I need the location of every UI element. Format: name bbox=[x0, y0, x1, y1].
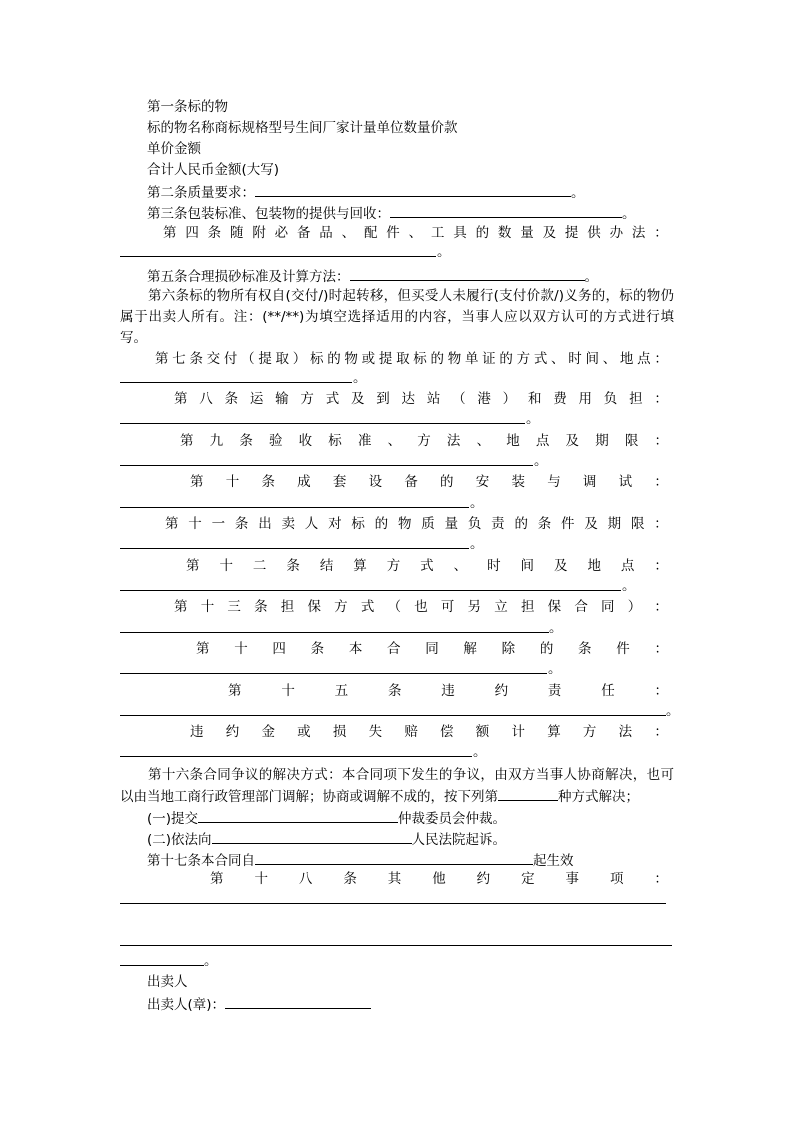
art2-end: 。 bbox=[571, 185, 585, 201]
spread-char: 限 bbox=[630, 516, 645, 532]
art8-end: 。 bbox=[526, 411, 540, 427]
spread-char: 他 bbox=[432, 871, 446, 887]
spread-char: 第 bbox=[163, 225, 177, 241]
spread-char: 法 bbox=[618, 724, 633, 740]
spread-char: 付 bbox=[223, 351, 238, 367]
art16-option2-blank[interactable] bbox=[212, 829, 412, 844]
spread-char: 点 bbox=[535, 433, 550, 449]
spread-char: 、 bbox=[551, 351, 565, 367]
spread-char: 保 bbox=[307, 599, 321, 615]
spread-char: 验 bbox=[268, 433, 283, 449]
art18-label bbox=[210, 870, 668, 888]
spread-char: 五 bbox=[334, 683, 349, 699]
spread-char: 备 bbox=[404, 474, 418, 490]
art13-label bbox=[174, 598, 668, 616]
spread-char: 担 bbox=[280, 599, 295, 615]
spread-char: 二 bbox=[252, 558, 267, 574]
art18-blank-3[interactable] bbox=[120, 965, 204, 966]
art7-label bbox=[155, 350, 668, 368]
spread-char: （ bbox=[387, 599, 401, 615]
spread-char: 调 bbox=[582, 474, 597, 490]
spread-char: 提 bbox=[258, 351, 272, 367]
spread-char: 运 bbox=[249, 391, 264, 407]
spread-char: 十 bbox=[225, 474, 240, 490]
art2-blank[interactable] bbox=[255, 182, 571, 197]
art14-blank[interactable] bbox=[120, 673, 547, 674]
spread-char: ） bbox=[502, 391, 517, 407]
spread-char: 条 bbox=[224, 391, 239, 407]
spread-char: 间 bbox=[520, 558, 535, 574]
spread-char: 到 bbox=[376, 391, 390, 407]
spread-char: 品 bbox=[319, 225, 333, 241]
spread-char: 及 bbox=[584, 516, 598, 532]
spread-char: 标 bbox=[351, 516, 365, 532]
art10-label bbox=[190, 473, 668, 491]
spread-char: 的 bbox=[430, 351, 444, 367]
penalty-label bbox=[190, 723, 668, 741]
spread-char: 设 bbox=[368, 474, 383, 490]
spread-char: 定 bbox=[521, 871, 535, 887]
seller-seal-line bbox=[147, 994, 371, 1014]
spread-char: 可 bbox=[440, 599, 455, 615]
spread-char: 算 bbox=[547, 724, 561, 740]
spread-char: 具 bbox=[453, 225, 467, 241]
spread-char: ： bbox=[654, 599, 668, 615]
spread-char: ： bbox=[654, 641, 668, 657]
spread-char: 证 bbox=[482, 351, 496, 367]
spread-char: 方 bbox=[417, 433, 431, 449]
spread-char: 的 bbox=[514, 516, 528, 532]
spread-char: 负 bbox=[467, 516, 482, 532]
spread-char: 、 bbox=[408, 225, 423, 241]
spread-char: 合 bbox=[387, 641, 401, 657]
art8-blank[interactable] bbox=[120, 423, 525, 424]
spread-char: 十 bbox=[188, 516, 202, 532]
spread-char: 违 bbox=[441, 683, 455, 699]
spread-char: 本 bbox=[348, 641, 363, 657]
spread-char: 交 bbox=[206, 351, 221, 367]
spread-char: 另 bbox=[467, 599, 482, 615]
spread-char: 四 bbox=[185, 225, 199, 241]
spread-char: 出 bbox=[258, 516, 272, 532]
spread-char: 期 bbox=[595, 433, 609, 449]
art12-label bbox=[186, 557, 668, 575]
spread-char: ： bbox=[654, 724, 668, 740]
spread-char: ） bbox=[627, 599, 642, 615]
spread-char: 任 bbox=[601, 683, 615, 699]
spread-char: （ bbox=[452, 391, 466, 407]
spread-char: 成 bbox=[297, 474, 311, 490]
art4-label bbox=[163, 224, 668, 242]
spread-char: 量 bbox=[444, 516, 459, 532]
spread-char: 地 bbox=[506, 433, 520, 449]
spread-char: 保 bbox=[547, 599, 562, 615]
spread-char: 第 bbox=[210, 871, 224, 887]
spread-char: 三 bbox=[227, 599, 241, 615]
art11-end: 。 bbox=[470, 536, 484, 552]
spread-char: ： bbox=[654, 516, 668, 532]
spread-char: 约 bbox=[476, 871, 491, 887]
art18-end: 。 bbox=[204, 953, 218, 969]
art10-end: 。 bbox=[470, 495, 484, 511]
art14-label bbox=[196, 640, 668, 658]
spread-char: 方 bbox=[582, 724, 597, 740]
spread-char: ： bbox=[654, 351, 668, 367]
spread-char: 的 bbox=[475, 225, 490, 241]
spread-char: 用 bbox=[578, 391, 592, 407]
spread-char: 的 bbox=[539, 641, 554, 657]
art12-blank[interactable] bbox=[120, 590, 621, 591]
spread-char: 第 bbox=[155, 351, 169, 367]
penalty-blank[interactable] bbox=[120, 756, 472, 757]
spread-char: 随 bbox=[229, 225, 244, 241]
spread-char: 及 bbox=[542, 225, 557, 241]
spread-char: 九 bbox=[209, 433, 224, 449]
spread-char: 责 bbox=[491, 516, 505, 532]
spread-char: ： bbox=[654, 683, 668, 699]
spread-char: 失 bbox=[368, 724, 383, 740]
art6-paragraph: 第六条标的物所有权自(交付/)时起转移，但买受人未履行(支付价款/)义务的，标的物仍属于出卖人所有。注：(**/**)为填空选择适用的内容，当事人应以双方认可的方式进行填写。 bbox=[120, 288, 674, 346]
spread-char: 物 bbox=[344, 351, 358, 367]
art14-end: 。 bbox=[548, 661, 562, 677]
spread-char: 方 bbox=[516, 351, 531, 367]
spread-char: 偿 bbox=[440, 724, 454, 740]
art3-label: 第三条包装标准、包装物的提供与回收： bbox=[147, 206, 390, 222]
art1-total: 合计人民币金额(大写) bbox=[147, 162, 280, 178]
spread-char: 质 bbox=[421, 516, 435, 532]
spread-char: 同 bbox=[601, 599, 615, 615]
spread-char: 金 bbox=[261, 724, 275, 740]
spread-char: 式 bbox=[360, 599, 375, 615]
spread-char: 结 bbox=[319, 558, 334, 574]
spread-char: 配 bbox=[363, 225, 378, 241]
art9-end: 。 bbox=[534, 453, 548, 469]
spread-char: 期 bbox=[607, 516, 622, 532]
art3-blank[interactable] bbox=[390, 203, 622, 218]
spread-char: 第 bbox=[174, 391, 188, 407]
spread-char: 港 bbox=[477, 391, 491, 407]
art16-option1-post: 仲裁委员会仲裁。 bbox=[398, 811, 507, 827]
spread-char: 事 bbox=[565, 871, 579, 887]
spread-char: 物 bbox=[447, 351, 462, 367]
spread-char: 约 bbox=[494, 683, 509, 699]
art4-blank[interactable] bbox=[120, 256, 436, 257]
spread-char: 十 bbox=[254, 871, 268, 887]
spread-char: 七 bbox=[172, 351, 186, 367]
art16-option1-pre: (一)提交 bbox=[147, 811, 199, 827]
spread-char: 或 bbox=[361, 351, 376, 367]
spread-char: 供 bbox=[587, 225, 601, 241]
spread-char: 担 bbox=[520, 599, 535, 615]
spread-char: 提 bbox=[378, 351, 393, 367]
spread-char: （ bbox=[241, 351, 255, 367]
spread-char: 第 bbox=[196, 641, 210, 657]
spread-char: 十 bbox=[200, 599, 215, 615]
art16-option2-post: 人民法院起诉。 bbox=[411, 832, 507, 848]
spread-char: ： bbox=[654, 433, 668, 449]
spread-char: 担 bbox=[629, 391, 643, 407]
art7-end: 。 bbox=[353, 370, 367, 386]
spread-char: 条 bbox=[189, 351, 203, 367]
spread-char: 时 bbox=[568, 351, 582, 367]
spread-char: 项 bbox=[609, 871, 624, 887]
art2-line bbox=[147, 182, 585, 202]
spread-char: 量 bbox=[520, 225, 534, 241]
spread-char: 条 bbox=[234, 516, 249, 532]
art5-blank[interactable] bbox=[350, 266, 585, 281]
spread-char: 时 bbox=[487, 558, 501, 574]
spread-char: 、 bbox=[341, 225, 356, 241]
spread-char: 约 bbox=[225, 724, 240, 740]
spread-char: 套 bbox=[332, 474, 347, 490]
art9-label bbox=[180, 432, 668, 450]
art13-end: 。 bbox=[549, 620, 563, 636]
art17-pre: 第十七条本合同自 bbox=[147, 853, 255, 869]
spread-char: 法 bbox=[631, 225, 646, 241]
art16-text-after: 种方式解决； bbox=[558, 789, 639, 805]
spread-char: 条 bbox=[207, 225, 222, 241]
spread-char: 条 bbox=[343, 871, 357, 887]
spread-char: 四 bbox=[272, 641, 286, 657]
spread-char: 试 bbox=[618, 474, 633, 490]
art18-blank-1[interactable] bbox=[120, 903, 666, 904]
spread-char: 办 bbox=[609, 225, 624, 241]
spread-char: ） bbox=[292, 351, 307, 367]
spread-char: 式 bbox=[533, 351, 548, 367]
spread-char: 物 bbox=[397, 516, 412, 532]
spread-char: 达 bbox=[401, 391, 416, 407]
spread-char: 第 bbox=[228, 683, 242, 699]
spread-char: 其 bbox=[387, 871, 402, 887]
spread-char: ： bbox=[654, 558, 668, 574]
spread-char: 除 bbox=[501, 641, 516, 657]
spread-char: 输 bbox=[275, 391, 289, 407]
spread-char: 第 bbox=[174, 599, 188, 615]
art1-unit-amount: 单价金额 bbox=[147, 141, 201, 157]
spread-char: 工 bbox=[430, 225, 445, 241]
art16-paragraph bbox=[120, 765, 674, 808]
spread-char: 立 bbox=[494, 599, 508, 615]
spread-char: ： bbox=[654, 871, 668, 887]
art13-blank[interactable] bbox=[120, 632, 549, 633]
spread-char: 或 bbox=[297, 724, 311, 740]
spread-char: 十 bbox=[281, 683, 295, 699]
spread-char: 对 bbox=[328, 516, 342, 532]
spread-char: 条 bbox=[537, 516, 552, 532]
spread-char: 数 bbox=[497, 225, 512, 241]
art1-title: 第一条标的物 bbox=[147, 99, 228, 115]
spread-char: 站 bbox=[426, 391, 441, 407]
art16-option1-blank[interactable] bbox=[198, 808, 398, 823]
art5-end: 。 bbox=[584, 269, 598, 285]
spread-char: 赔 bbox=[404, 724, 418, 740]
art9-blank[interactable] bbox=[120, 465, 533, 466]
spread-char: 的 bbox=[440, 474, 454, 490]
art3-end: 。 bbox=[622, 206, 636, 222]
spread-char: 八 bbox=[298, 871, 313, 887]
spread-char: 的 bbox=[327, 351, 341, 367]
spread-char: 及 bbox=[553, 558, 568, 574]
spread-char: 提 bbox=[564, 225, 579, 241]
spread-char: 方 bbox=[386, 558, 401, 574]
spread-char: 条 bbox=[254, 599, 268, 615]
spread-char: 第 bbox=[180, 433, 194, 449]
art3-line bbox=[147, 203, 636, 223]
art12-end: 。 bbox=[622, 578, 636, 594]
spread-char: 地 bbox=[619, 351, 634, 367]
spread-char: 人 bbox=[304, 516, 319, 532]
spread-char: 条 bbox=[310, 641, 325, 657]
spread-char: 一 bbox=[211, 516, 226, 532]
spread-char: 点 bbox=[637, 351, 651, 367]
art11-blank[interactable] bbox=[120, 548, 469, 549]
spread-char: 和 bbox=[527, 391, 542, 407]
spread-char: 取 bbox=[275, 351, 290, 367]
spread-char: 准 bbox=[357, 433, 372, 449]
spread-char: ： bbox=[654, 391, 668, 407]
art16-text: 第十六条合同争议的解决方式：本合同项下发生的争议，由双方当事人协商解决，也可以由当地工商行政管理部门调解；协商或调解不成的，按下列第 bbox=[120, 767, 674, 805]
penalty-end: 。 bbox=[473, 744, 487, 760]
spread-char: 条 bbox=[387, 683, 402, 699]
art8-label bbox=[174, 390, 668, 408]
spread-char: 、 bbox=[602, 351, 617, 367]
spread-char: 第 bbox=[190, 474, 204, 490]
spread-char: 限 bbox=[624, 433, 639, 449]
spread-char: 算 bbox=[353, 558, 367, 574]
art17-blank[interactable] bbox=[255, 850, 533, 865]
art15-blank[interactable] bbox=[120, 715, 666, 716]
seller-label: 出卖人 bbox=[147, 974, 188, 990]
spread-char: 条 bbox=[261, 474, 275, 490]
spread-char: 间 bbox=[585, 351, 599, 367]
spread-char: 的 bbox=[374, 516, 389, 532]
art17-line bbox=[147, 850, 574, 870]
spread-char: 卖 bbox=[281, 516, 295, 532]
spread-char: 备 bbox=[296, 225, 311, 241]
art10-blank[interactable] bbox=[120, 507, 469, 508]
spread-char: 方 bbox=[334, 599, 348, 615]
spread-char: 解 bbox=[463, 641, 477, 657]
spread-char: 件 bbox=[386, 225, 400, 241]
spread-char: 标 bbox=[328, 433, 342, 449]
art16-choice-blank[interactable] bbox=[498, 786, 558, 801]
spread-char: 、 bbox=[387, 433, 402, 449]
spread-char: 也 bbox=[414, 599, 428, 615]
seller-seal-blank[interactable] bbox=[225, 994, 371, 1009]
spread-char: 同 bbox=[425, 641, 439, 657]
spread-char: 取 bbox=[396, 351, 410, 367]
art5-line bbox=[147, 266, 598, 286]
spread-char: 点 bbox=[620, 558, 635, 574]
spread-char: 负 bbox=[603, 391, 618, 407]
spread-char: 式 bbox=[325, 391, 340, 407]
spread-char: 方 bbox=[300, 391, 314, 407]
spread-char: 的 bbox=[499, 351, 513, 367]
art15-end: 。 bbox=[666, 703, 680, 719]
spread-char: 标 bbox=[309, 351, 324, 367]
spread-char: 及 bbox=[565, 433, 580, 449]
spread-char: 、 bbox=[476, 433, 491, 449]
spread-char: 十 bbox=[234, 641, 248, 657]
art2-label: 第二条质量要求： bbox=[147, 185, 255, 201]
spread-char: ： bbox=[654, 225, 668, 241]
spread-char: 计 bbox=[511, 724, 525, 740]
spread-char: 地 bbox=[587, 558, 601, 574]
spread-char: 、 bbox=[453, 558, 468, 574]
art11-label bbox=[165, 515, 668, 533]
spread-char: 装 bbox=[511, 474, 525, 490]
spread-char: 额 bbox=[475, 724, 490, 740]
art16-option1 bbox=[147, 808, 506, 828]
art5-label: 第五条合理损砂标准及计算方法： bbox=[147, 269, 350, 285]
spread-char: 附 bbox=[252, 225, 266, 241]
art4-end: 。 bbox=[437, 244, 451, 260]
spread-char: 标 bbox=[413, 351, 427, 367]
seller-seal-label: 出卖人(章)： bbox=[147, 997, 226, 1013]
spread-char: ： bbox=[654, 474, 668, 490]
spread-char: 损 bbox=[332, 724, 347, 740]
art18-blank-2[interactable] bbox=[120, 945, 672, 946]
spread-char: 费 bbox=[553, 391, 567, 407]
spread-char: 合 bbox=[574, 599, 588, 615]
spread-char: 第 bbox=[165, 516, 179, 532]
spread-char: 法 bbox=[446, 433, 461, 449]
spread-char: 必 bbox=[274, 225, 289, 241]
spread-char: 件 bbox=[616, 641, 630, 657]
spread-char: 条 bbox=[286, 558, 300, 574]
spread-char: 八 bbox=[199, 391, 213, 407]
spread-char: 条 bbox=[239, 433, 253, 449]
spread-char: 及 bbox=[350, 391, 365, 407]
art15-label bbox=[228, 682, 668, 700]
spread-char: 条 bbox=[578, 641, 592, 657]
spread-char: 单 bbox=[464, 351, 479, 367]
art7-blank[interactable] bbox=[120, 382, 352, 383]
art16-option2 bbox=[147, 829, 506, 849]
art16-option2-pre: (二)依法向 bbox=[147, 832, 212, 848]
spread-char: 责 bbox=[547, 683, 562, 699]
art17-post: 起生效 bbox=[533, 853, 574, 869]
art1-header-row: 标的物名称商标规格型号生间厂家计量单位数量价款 bbox=[147, 120, 458, 136]
spread-char: 与 bbox=[547, 474, 561, 490]
spread-char: 违 bbox=[190, 724, 204, 740]
spread-char: 第 bbox=[186, 558, 200, 574]
spread-char: 安 bbox=[475, 474, 490, 490]
spread-char: 件 bbox=[561, 516, 575, 532]
spread-char: 式 bbox=[420, 558, 434, 574]
spread-char: 十 bbox=[219, 558, 233, 574]
spread-char: 收 bbox=[298, 433, 313, 449]
